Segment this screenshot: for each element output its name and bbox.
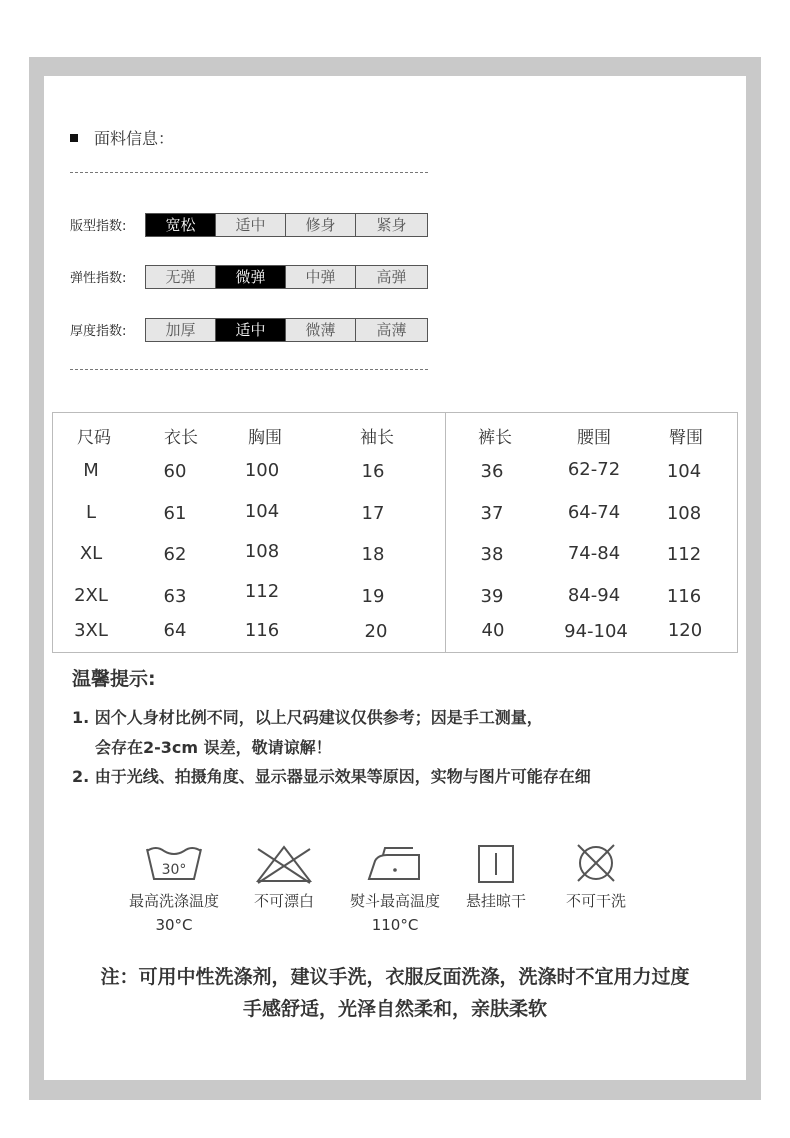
care-dryclean — [566, 843, 626, 913]
table-header: 衣长 — [164, 428, 198, 448]
care-iron — [350, 843, 440, 937]
care-label: 悬挂晾干 — [465, 892, 527, 910]
care-wash — [129, 843, 219, 937]
table-cell: XL — [79, 543, 103, 564]
table-cell: 108 — [666, 503, 702, 524]
table-cell: 74-84 — [567, 543, 621, 564]
table-cell: 2XL — [74, 585, 108, 606]
elasticity-index-label: 弹性指数: — [70, 271, 127, 286]
table-cell: 16 — [361, 461, 385, 482]
tip-line: 会存在2-3cm 误差，敬请谅解！ — [95, 738, 332, 757]
table-cell: 64-74 — [567, 502, 621, 523]
fit-index-scale — [145, 213, 428, 237]
table-cell: 38 — [480, 544, 504, 565]
fabric-info-label: 面料信息： — [94, 129, 175, 148]
size-table — [52, 412, 738, 653]
bullet-square-icon — [70, 134, 78, 142]
table-cell: 60 — [163, 461, 187, 482]
tip-line: 2. 由于光线、拍摄角度、显示器显示效果等原因，实物与图片可能存在细 — [72, 767, 591, 786]
wash-30-icon — [144, 843, 204, 885]
fit-option: 宽松 — [146, 214, 216, 236]
care-label: 最高洗涤温度 — [128, 892, 220, 910]
thickness-option: 微薄 — [286, 319, 356, 341]
table-cell: 17 — [361, 503, 385, 524]
thickness-option: 加厚 — [146, 319, 216, 341]
tip-line: 1. 因个人身材比例不同，以上尺码建议仅供参考；因是手工测量， — [72, 708, 543, 727]
elasticity-index-scale — [145, 265, 428, 289]
table-cell: 120 — [667, 620, 703, 641]
table-cell: 40 — [481, 620, 505, 641]
care-sub: 30°C — [155, 916, 193, 934]
care-label: 熨斗最高温度 — [349, 892, 441, 910]
elasticity-option: 无弹 — [146, 266, 216, 288]
table-cell: M — [83, 460, 99, 481]
table-cell: 116 — [244, 620, 280, 641]
table-cell: 94-104 — [564, 621, 628, 642]
fabric-info-title — [70, 126, 174, 149]
hang-dry-icon — [466, 843, 526, 885]
table-cell: 61 — [163, 503, 187, 524]
svg-text:30°: 30° — [161, 862, 187, 878]
table-cell: 64 — [163, 620, 187, 641]
table-header: 袖长 — [360, 428, 394, 448]
table-cell: 37 — [480, 503, 504, 524]
table-cell: 20 — [364, 621, 388, 642]
table-header: 裤长 — [478, 428, 512, 448]
care-bleach — [254, 843, 314, 913]
care-label: 不可干洗 — [565, 892, 627, 910]
table-cell: 18 — [361, 544, 385, 565]
elasticity-option: 微弹 — [216, 266, 286, 288]
table-cell: 100 — [244, 460, 280, 481]
table-cell: 3XL — [74, 620, 108, 641]
fit-option: 紧身 — [356, 214, 427, 236]
table-cell: 19 — [361, 586, 385, 607]
elasticity-option: 高弹 — [356, 266, 427, 288]
thickness-option: 高薄 — [356, 319, 427, 341]
table-header: 腰围 — [577, 428, 611, 448]
table-cell: 62-72 — [567, 459, 621, 480]
table-header: 臀围 — [669, 428, 703, 448]
table-cell: 39 — [480, 586, 504, 607]
fit-index-label: 版型指数: — [70, 219, 127, 234]
care-hang — [466, 843, 526, 913]
divider — [70, 172, 428, 173]
table-cell: 112 — [666, 544, 702, 565]
no-bleach-icon — [254, 843, 314, 885]
thickness-index-label: 厚度指数: — [70, 324, 127, 339]
table-cell: 108 — [244, 541, 280, 562]
table-cell: 62 — [163, 544, 187, 565]
table-cell: 36 — [480, 461, 504, 482]
divider — [70, 369, 428, 370]
fit-option: 修身 — [286, 214, 356, 236]
table-cell: 112 — [244, 581, 280, 602]
care-sub: 110°C — [371, 916, 419, 934]
table-cell: 116 — [666, 586, 702, 607]
table-cell: 84-94 — [567, 585, 621, 606]
tips-title: 温馨提示: — [72, 668, 156, 690]
table-cell: 104 — [666, 461, 702, 482]
care-note: 注：可用中性洗涤剂，建议手洗，衣服反面洗涤，洗涤时不宜用力过度 — [100, 966, 690, 988]
no-dry-clean-icon — [566, 843, 626, 885]
care-note: 手感舒适，光泽自然柔和，亲肤柔软 — [242, 998, 547, 1020]
care-label: 不可漂白 — [253, 892, 315, 910]
table-cell: 104 — [244, 501, 280, 522]
table-header: 尺码 — [77, 428, 111, 448]
elasticity-option: 中弹 — [286, 266, 356, 288]
thickness-index-scale — [145, 318, 428, 342]
table-cell: 63 — [163, 586, 187, 607]
iron-icon — [365, 843, 425, 885]
thickness-option: 适中 — [216, 319, 286, 341]
table-divider — [445, 412, 446, 653]
table-cell: L — [85, 502, 97, 523]
table-header: 胸围 — [248, 428, 282, 448]
fit-option: 适中 — [216, 214, 286, 236]
